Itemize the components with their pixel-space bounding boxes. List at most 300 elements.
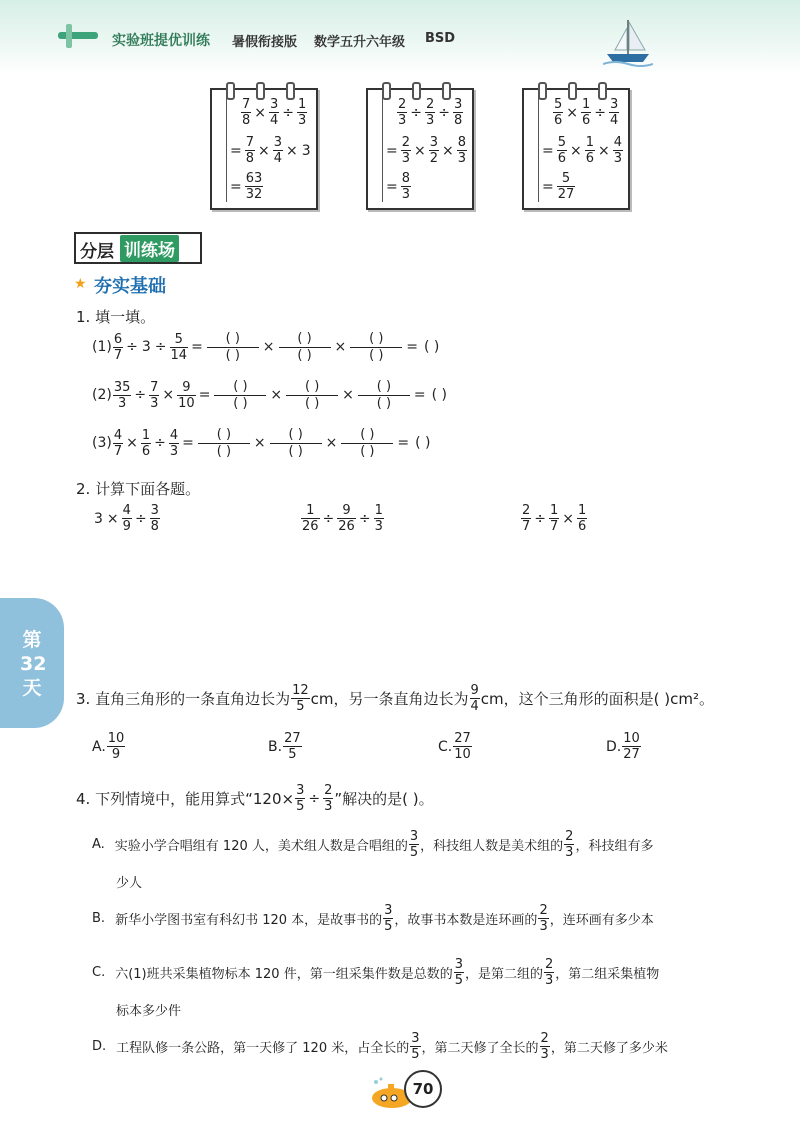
- times-sign: ×: [270, 387, 283, 404]
- math-token: ÷: [134, 387, 147, 404]
- section-subtitle: 夯实基础: [94, 276, 166, 297]
- fraction: [383, 904, 393, 933]
- q4-text: 4. 下列情境中，能用算式“120×: [76, 790, 295, 808]
- numerator: 2: [540, 1031, 549, 1046]
- numerator: 27: [454, 731, 471, 746]
- q3-text: cm，另一条直角边长为: [310, 690, 469, 708]
- numerator: 1: [306, 503, 315, 518]
- option-letter: B.: [268, 738, 283, 755]
- q3-text: cm，这个三角形的面积是( )cm²。: [480, 690, 715, 708]
- fraction: [521, 504, 531, 533]
- math-token: ×: [106, 510, 119, 527]
- fraction: [141, 429, 151, 458]
- numerator: 6: [113, 331, 123, 347]
- blank-denominator: ( ): [216, 443, 232, 459]
- denominator: 4: [270, 113, 279, 128]
- worked-example-card: [210, 88, 318, 210]
- q3-option[interactable]: [268, 732, 303, 761]
- denominator: 3: [398, 113, 407, 128]
- equation-line: [552, 98, 620, 127]
- denominator: 5: [296, 799, 305, 814]
- denominator: 9: [122, 519, 131, 534]
- denominator: 5: [296, 699, 305, 714]
- math-token: ÷: [282, 104, 295, 121]
- denominator: 5: [409, 845, 419, 860]
- denominator: 10: [178, 395, 195, 411]
- blank-denominator: ( ): [305, 395, 320, 411]
- section-banner-a: 分层: [80, 242, 114, 262]
- blank-numerator: ( ): [360, 427, 375, 442]
- math-token: ×: [162, 387, 175, 404]
- numerator: 7: [245, 135, 255, 150]
- denominator: 6: [585, 151, 595, 166]
- numerator: 3: [270, 97, 279, 112]
- numerator: 1: [582, 97, 591, 112]
- denominator: 7: [550, 519, 559, 534]
- option-letter: A.: [92, 837, 105, 852]
- math-token: ÷: [358, 510, 371, 527]
- fraction: [453, 98, 463, 127]
- fraction: [549, 504, 559, 533]
- numerator: 3: [411, 1031, 420, 1046]
- numerator: 3: [454, 97, 463, 112]
- q3-option[interactable]: [92, 732, 126, 761]
- fraction: [457, 136, 467, 165]
- q4-option[interactable]: [92, 1032, 668, 1061]
- math-token: ×: [570, 142, 582, 159]
- denominator: 7: [113, 347, 123, 363]
- fraction: [283, 732, 302, 761]
- numerator: 2: [324, 783, 333, 798]
- fraction-blank[interactable]: [198, 428, 250, 458]
- fraction: [553, 98, 563, 127]
- math-token: ×: [562, 510, 575, 527]
- denominator: 8: [242, 113, 251, 128]
- equation-line: [228, 136, 313, 165]
- fraction: [397, 98, 407, 127]
- equation-line: [240, 98, 308, 127]
- denominator: 9: [111, 747, 121, 762]
- numerator: 35: [113, 379, 131, 395]
- numerator: 5: [174, 331, 183, 347]
- numerator: 8: [457, 135, 467, 150]
- fraction-blank[interactable]: [286, 380, 338, 410]
- numerator: 2: [398, 97, 407, 112]
- fraction: [269, 98, 279, 127]
- denominator: 7: [522, 519, 531, 534]
- math-token: 3: [301, 142, 311, 159]
- blank-denominator: ( ): [369, 347, 384, 363]
- numerator: 1: [141, 427, 151, 443]
- equals-sign: =: [413, 387, 426, 404]
- numerator: 27: [284, 731, 301, 746]
- numerator: 12: [292, 683, 309, 698]
- fraction: [241, 98, 251, 127]
- numerator: 3: [610, 97, 619, 112]
- blank-numerator: ( ): [369, 331, 384, 346]
- option-letter: B.: [92, 911, 106, 926]
- denominator: 4: [610, 113, 619, 128]
- denominator: 8: [454, 113, 463, 128]
- fraction: [170, 333, 189, 362]
- q1-item: [92, 428, 430, 458]
- numerator: 5: [561, 171, 571, 186]
- q4-option[interactable]: [92, 830, 653, 859]
- math-token: =: [386, 142, 398, 159]
- option-letter: C.: [438, 738, 453, 755]
- fraction: [122, 504, 132, 533]
- option-text: 工程队修一条公路，第一天修了 120 米，占全长的: [116, 1041, 410, 1056]
- fraction-blank[interactable]: [358, 380, 410, 410]
- equals-sign: =: [397, 435, 410, 452]
- header-code: BSD: [425, 31, 456, 46]
- q4-question: [76, 784, 434, 813]
- fraction: [113, 333, 123, 362]
- fraction: [581, 98, 591, 127]
- denominator: 3: [426, 113, 435, 128]
- sailboat-icon: [603, 16, 653, 68]
- section-banner: [74, 232, 202, 264]
- numerator: 2: [426, 97, 435, 112]
- math-token: 3: [94, 510, 103, 527]
- denominator: 8: [245, 151, 255, 166]
- denominator: 3: [401, 151, 411, 166]
- fraction: [113, 429, 123, 458]
- numerator: 3: [296, 783, 305, 798]
- math-token: ×: [286, 142, 298, 159]
- denominator: 6: [578, 519, 587, 534]
- numerator: 1: [550, 503, 559, 518]
- fraction: [454, 958, 464, 987]
- denominator: 26: [302, 519, 319, 534]
- fraction: [453, 732, 472, 761]
- numerator: 9: [470, 683, 479, 698]
- fraction: [410, 1032, 420, 1061]
- q1-item: [92, 332, 439, 362]
- denominator: 10: [454, 747, 471, 762]
- equals-sign: =: [191, 339, 203, 356]
- q1-title: 1. 填一填。: [76, 308, 156, 326]
- denominator: 2: [429, 151, 439, 166]
- numerator: 2: [545, 957, 554, 972]
- numerator: 2: [539, 903, 548, 918]
- option-letter: C.: [92, 965, 106, 980]
- fraction: [401, 172, 411, 201]
- option-text: 新华小学图书室有科幻书 120 本，是故事书的: [115, 913, 383, 928]
- blank-numerator: ( ): [305, 379, 320, 394]
- fraction: [622, 732, 641, 761]
- option-text: 实验小学合唱组有 120 人，美术组人数是合唱组的: [114, 839, 408, 854]
- option-letter: A.: [92, 738, 106, 755]
- star-icon: ★: [74, 276, 87, 292]
- q1-item: [92, 380, 447, 410]
- denominator: 5: [411, 1047, 420, 1062]
- header-edition: 暑假衔接版: [232, 35, 298, 50]
- fraction: [374, 504, 384, 533]
- numerator: 3: [384, 903, 393, 918]
- denominator: 3: [374, 519, 383, 534]
- numerator: 3: [429, 135, 439, 150]
- equation-line: [540, 136, 624, 165]
- blank-denominator: ( ): [288, 443, 303, 459]
- math-token: ÷: [308, 790, 321, 807]
- numerator: 63: [245, 171, 263, 186]
- day-label: 第32天: [20, 629, 47, 699]
- times-sign: ×: [334, 339, 347, 356]
- fraction-blank[interactable]: [341, 428, 393, 458]
- blank-denominator: ( ): [233, 395, 248, 411]
- fraction: [177, 381, 196, 410]
- q2-problem: [92, 504, 161, 533]
- q3-option[interactable]: [606, 732, 642, 761]
- denominator: 5: [384, 919, 393, 934]
- denominator: 3: [545, 973, 554, 988]
- math-token: =: [230, 142, 242, 159]
- fraction: [149, 381, 159, 410]
- math-token: =: [542, 142, 554, 159]
- numerator: 2: [401, 135, 411, 150]
- page-number: 70: [404, 1070, 442, 1108]
- math-token: ÷: [154, 339, 167, 356]
- blank-denominator: ( ): [376, 395, 392, 411]
- denominator: 3: [169, 443, 179, 459]
- numerator: 4: [122, 503, 131, 518]
- item-label: (1): [92, 339, 112, 356]
- fraction: [557, 136, 567, 165]
- item-label: (2): [92, 387, 112, 404]
- header-brand: 实验班提优训练: [112, 33, 210, 49]
- numerator: 3: [150, 503, 159, 518]
- fraction: [557, 172, 576, 201]
- denominator: 3: [457, 151, 467, 166]
- answer-blank[interactable]: ( ): [415, 435, 431, 452]
- equation-line: [396, 98, 464, 127]
- option-letter: D.: [606, 738, 622, 755]
- header-subject: 数学五升六年级: [314, 35, 406, 50]
- numerator: 3: [454, 957, 463, 972]
- denominator: 6: [554, 113, 563, 128]
- numerator: 7: [242, 97, 251, 112]
- numerator: 2: [522, 503, 531, 518]
- math-token: ×: [442, 142, 454, 159]
- fraction: [425, 98, 435, 127]
- fraction: [245, 172, 264, 201]
- fraction: [273, 136, 283, 165]
- fraction: [301, 504, 320, 533]
- math-token: 3: [141, 339, 151, 356]
- option-text: ，第二天修了多少米: [550, 1041, 668, 1056]
- equation-line: [228, 172, 264, 201]
- fraction-blank[interactable]: [350, 332, 402, 362]
- blank-numerator: ( ): [216, 427, 232, 442]
- denominator: 3: [565, 845, 574, 860]
- numerator: 3: [273, 135, 283, 150]
- option-letter: D.: [92, 1039, 107, 1054]
- q3-question: [76, 684, 714, 713]
- equation-line: [540, 172, 576, 201]
- option-text: 标本多少件: [116, 1004, 182, 1019]
- times-sign: ×: [262, 339, 275, 356]
- fraction: [409, 830, 419, 859]
- fraction-blank[interactable]: [207, 332, 259, 362]
- math-token: ÷: [126, 339, 138, 356]
- math-token: ÷: [134, 510, 147, 527]
- option-text: ，连环画有多少本: [549, 913, 654, 928]
- math-token: ×: [258, 142, 270, 159]
- numerator: 5: [554, 97, 563, 112]
- denominator: 3: [539, 919, 548, 934]
- fraction: [323, 784, 333, 813]
- blank-numerator: ( ): [376, 379, 392, 394]
- fraction: [577, 504, 587, 533]
- math-token: =: [230, 178, 242, 195]
- math-token: ÷: [594, 104, 607, 121]
- brand-mark-icon: [58, 22, 100, 50]
- fraction: [564, 830, 574, 859]
- math-token: =: [542, 178, 554, 195]
- math-token: ÷: [154, 435, 166, 452]
- denominator: 7: [113, 443, 123, 459]
- fraction: [540, 1032, 550, 1061]
- math-token: ×: [126, 435, 138, 452]
- fraction: [113, 381, 132, 410]
- numerator: 1: [374, 503, 383, 518]
- math-token: ×: [566, 104, 579, 121]
- times-sign: ×: [342, 387, 354, 404]
- fraction: [337, 504, 356, 533]
- fraction: [245, 136, 255, 165]
- fraction: [295, 784, 305, 813]
- numerator: 2: [565, 829, 574, 844]
- fraction: [613, 136, 623, 165]
- denominator: 3: [324, 799, 333, 814]
- math-token: ÷: [410, 104, 423, 121]
- item-label: (3): [92, 435, 112, 452]
- section-banner-b: 训练场: [120, 235, 179, 262]
- fraction: [169, 429, 179, 458]
- numerator: 1: [298, 97, 307, 112]
- denominator: 3: [117, 395, 127, 411]
- q2-problem: [300, 504, 385, 533]
- fraction: [470, 684, 480, 713]
- numerator: 8: [401, 171, 411, 186]
- numerator: 1: [585, 135, 595, 150]
- equals-sign: =: [406, 339, 418, 356]
- option-text: 六(1)班共采集植物标本 120 件，第一组采集件数是总数的: [115, 967, 453, 982]
- denominator: 3: [150, 395, 159, 411]
- q2-title: 2. 计算下面各题。: [76, 480, 201, 498]
- denominator: 4: [273, 151, 283, 166]
- denominator: 26: [338, 519, 355, 534]
- math-token: ÷: [534, 510, 547, 527]
- fraction: [297, 98, 307, 127]
- denominator: 4: [470, 699, 479, 714]
- numerator: 4: [169, 427, 179, 443]
- q4-option-continued: [116, 1000, 181, 1019]
- fraction: [585, 136, 595, 165]
- blank-numerator: ( ): [233, 379, 248, 394]
- q4-option[interactable]: [92, 904, 654, 933]
- denominator: 3: [298, 113, 307, 128]
- fraction: [609, 98, 619, 127]
- denominator: 27: [623, 747, 640, 762]
- q4-option-continued: [116, 872, 142, 891]
- fraction-blank[interactable]: [214, 380, 266, 410]
- math-token: ×: [598, 142, 610, 159]
- numerator: 10: [107, 731, 125, 746]
- times-sign: ×: [325, 435, 338, 452]
- answer-blank[interactable]: ( ): [424, 339, 440, 356]
- fraction: [291, 684, 310, 713]
- blank-numerator: ( ): [225, 331, 240, 346]
- option-text: ，科技组人数是美术组的: [420, 839, 564, 854]
- fraction: [150, 504, 160, 533]
- fraction-blank[interactable]: [270, 428, 322, 458]
- fraction: [107, 732, 126, 761]
- equals-sign: =: [182, 435, 194, 452]
- denominator: 6: [557, 151, 567, 166]
- option-text: ，科技组有多: [575, 839, 654, 854]
- numerator: 3: [409, 829, 419, 844]
- math-token: =: [386, 178, 398, 195]
- denominator: 6: [582, 113, 591, 128]
- worked-example-card: [522, 88, 630, 210]
- fraction-blank[interactable]: [279, 332, 331, 362]
- denominator: 3: [540, 1047, 549, 1062]
- numerator: 9: [342, 503, 351, 518]
- equation-line: [384, 136, 468, 165]
- q3-option[interactable]: [438, 732, 473, 761]
- option-text: 少人: [116, 876, 143, 891]
- fraction: [401, 136, 411, 165]
- denominator: 6: [141, 443, 151, 459]
- math-token: ÷: [438, 104, 451, 121]
- times-sign: ×: [253, 435, 266, 452]
- worked-example-card: [366, 88, 474, 210]
- fraction: [544, 958, 554, 987]
- numerator: 1: [578, 503, 587, 518]
- blank-numerator: ( ): [288, 427, 303, 442]
- denominator: 3: [613, 151, 623, 166]
- option-text: ，是第二组的: [465, 967, 544, 982]
- numerator: 4: [613, 135, 623, 150]
- denominator: 5: [288, 747, 297, 762]
- q4-option[interactable]: [92, 958, 659, 987]
- denominator: 27: [557, 187, 575, 202]
- equals-sign: =: [198, 387, 211, 404]
- day-side-tab: [0, 598, 64, 728]
- equation-line: [384, 172, 412, 201]
- blank-denominator: ( ): [225, 347, 240, 363]
- numerator: 5: [557, 135, 567, 150]
- q4-text: ”解决的是( )。: [334, 790, 434, 808]
- numerator: 9: [182, 379, 191, 395]
- blank-denominator: ( ): [297, 347, 312, 363]
- option-text: ，故事书本数是连环画的: [394, 913, 538, 928]
- math-token: ×: [414, 142, 426, 159]
- answer-blank[interactable]: ( ): [431, 387, 447, 404]
- numerator: 10: [623, 731, 640, 746]
- denominator: 5: [454, 973, 463, 988]
- option-text: ，第二天修了全长的: [421, 1041, 539, 1056]
- denominator: 8: [150, 519, 159, 534]
- blank-numerator: ( ): [297, 331, 312, 346]
- fraction: [429, 136, 439, 165]
- option-text: ，第二组采集植物: [555, 967, 660, 982]
- q2-problem: [520, 504, 588, 533]
- denominator: 32: [245, 187, 263, 202]
- q3-text: 3. 直角三角形的一条直角边长为: [76, 690, 291, 708]
